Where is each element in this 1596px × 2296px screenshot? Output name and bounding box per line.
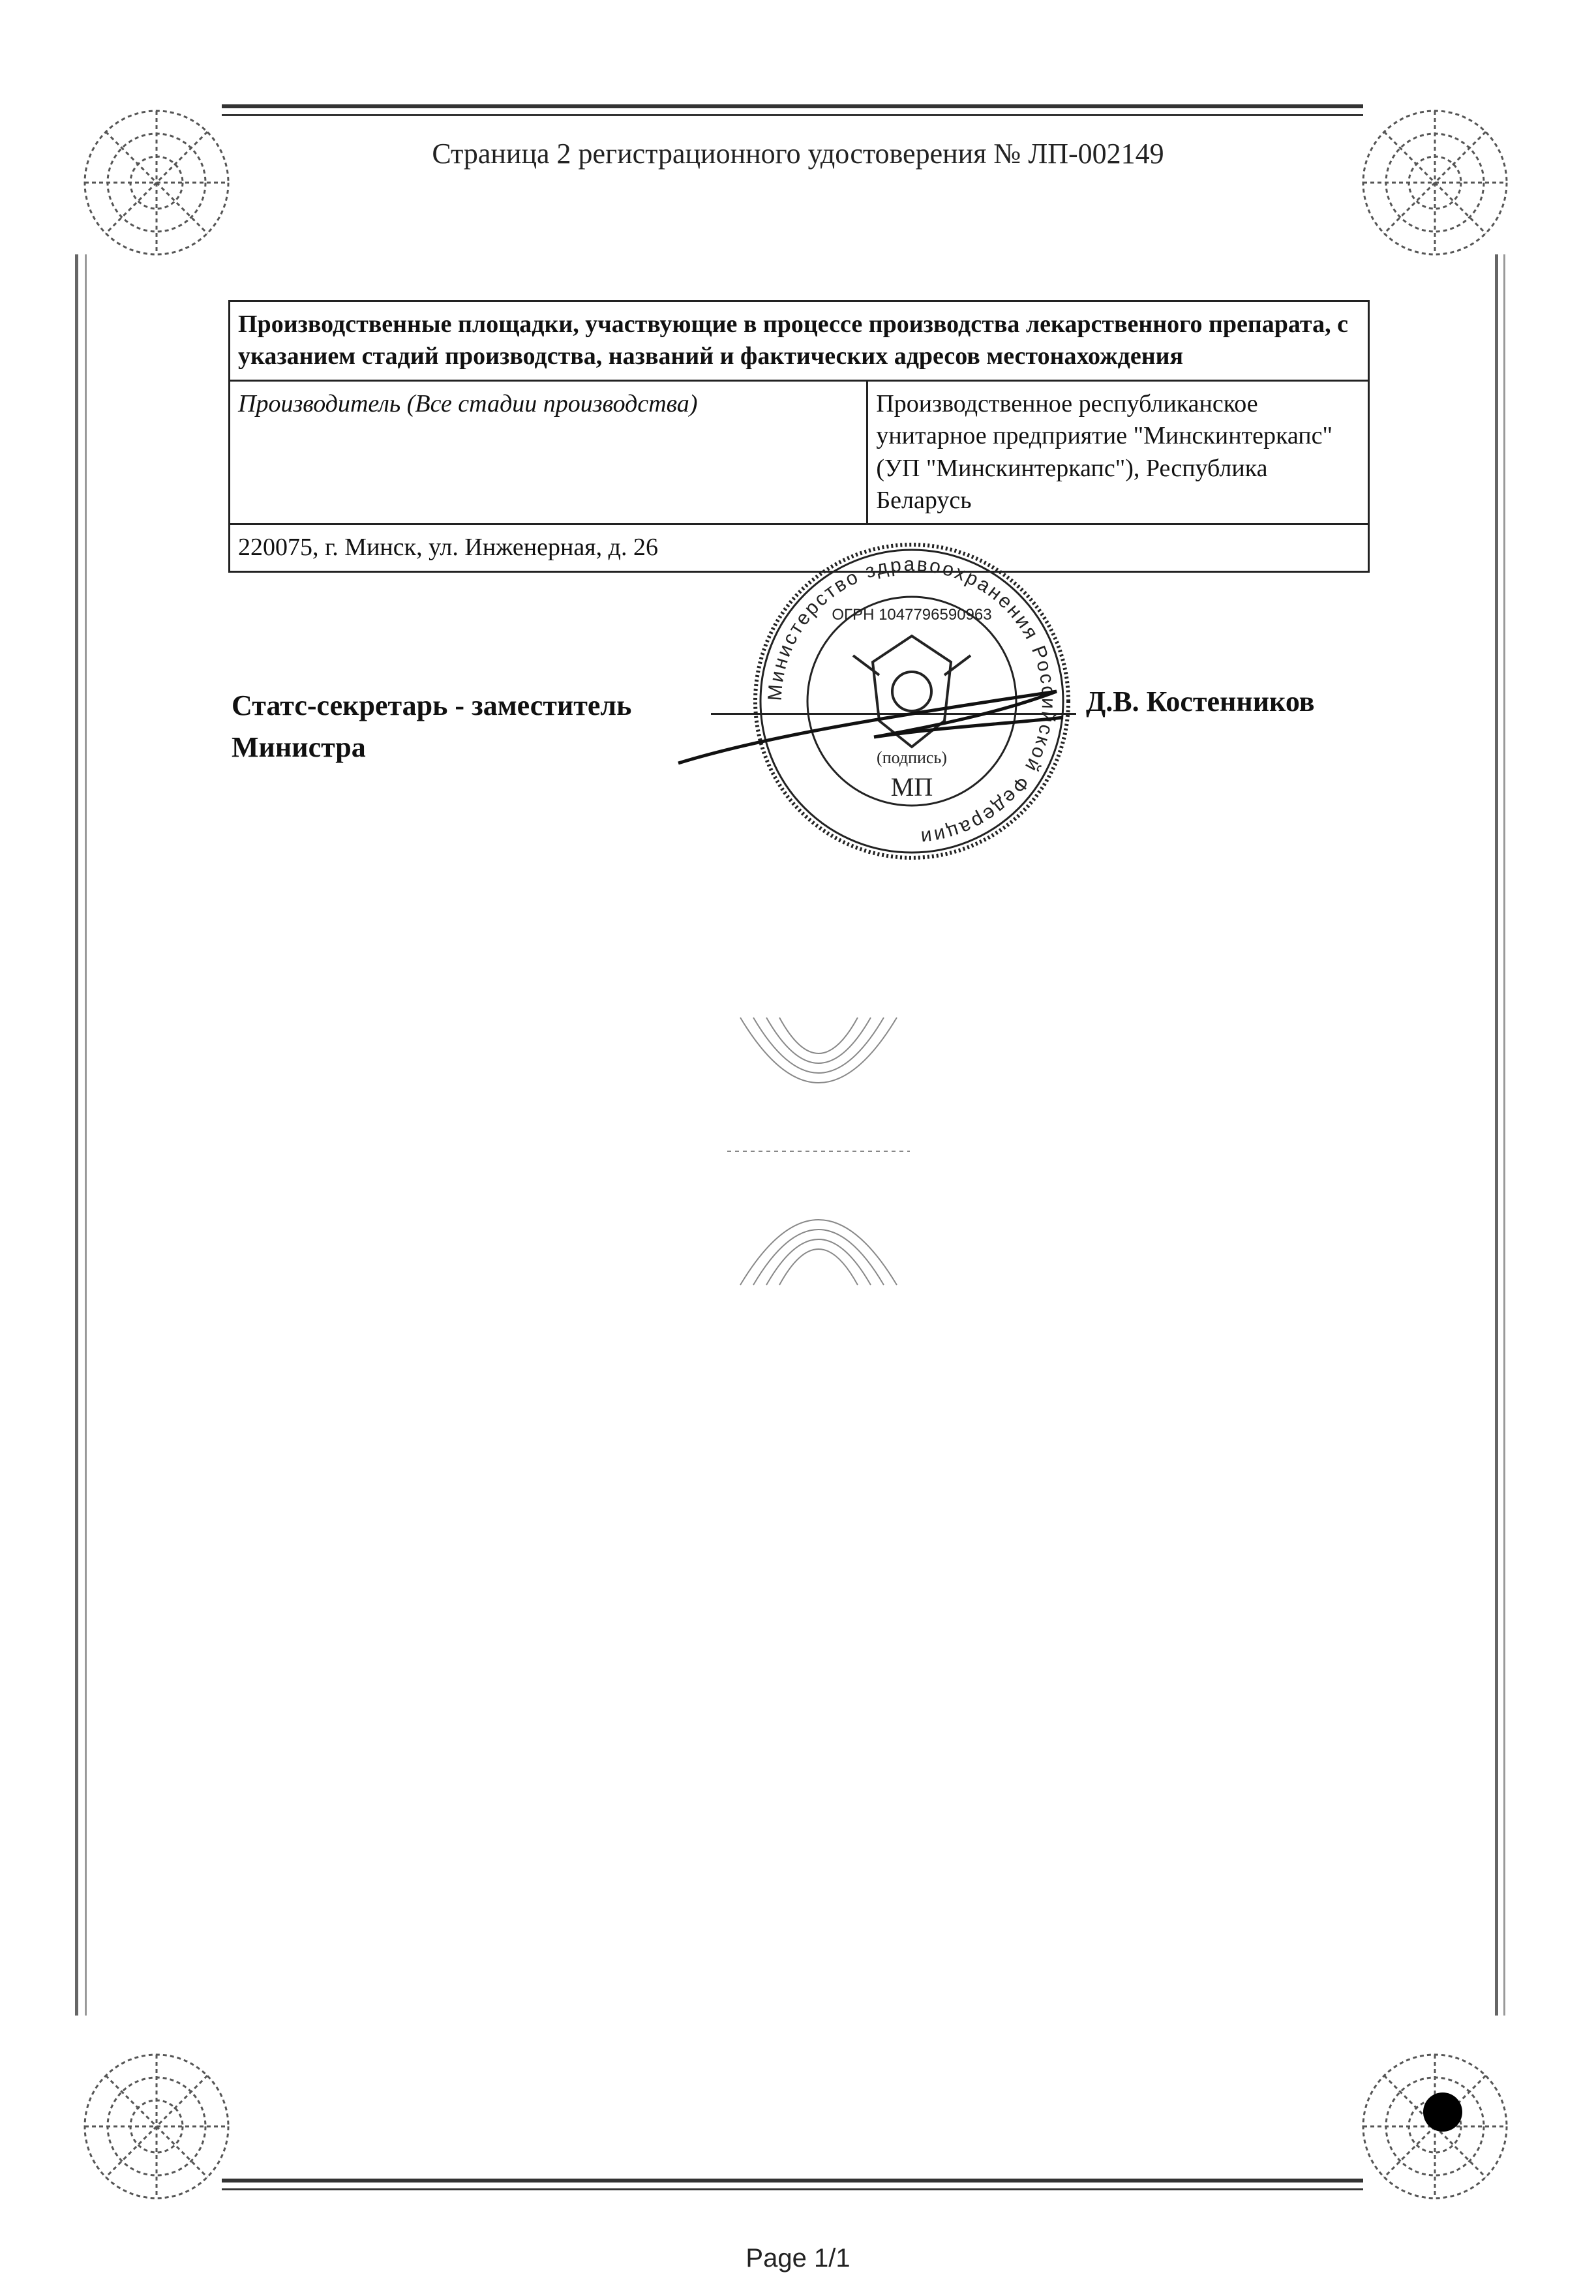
signatory-name: Д.В. Костенников — [1086, 686, 1315, 718]
position-line-1: Статс-секретарь - заместитель — [232, 689, 632, 721]
watermark-hourglass-icon — [721, 1004, 916, 1298]
page-footer: Page 1/1 — [745, 2244, 851, 2273]
ornament-top-right-icon — [1337, 85, 1533, 280]
producer-name-cell: Производственное республиканское унитарное предприятие "Минскинтеркапс" (УП "Минскинтеркапс"), Республика Беларусь — [867, 380, 1369, 524]
production-sites-table — [228, 300, 1370, 573]
frame-top-line-2 — [222, 114, 1363, 116]
ornament-top-left-icon — [59, 85, 254, 280]
frame-left-line-2 — [85, 254, 87, 2016]
handwritten-signature-icon — [665, 665, 1083, 783]
table-row — [230, 380, 1369, 524]
frame-left-line — [75, 254, 78, 2016]
frame-right-line — [1495, 254, 1498, 2016]
signatory-position — [232, 685, 631, 768]
seal-ogrn: ОГРН 1047796590963 — [832, 606, 992, 624]
seal-outer-text: Министерство здравоохранения Российской Федерации — [764, 553, 1060, 849]
position-line-2: Министра — [232, 731, 366, 763]
frame-bottom-line — [222, 2179, 1363, 2183]
black-dot-mark — [1423, 2092, 1462, 2132]
address-cell: 220075, г. Минск, ул. Инженерная, д. 26 — [230, 524, 1369, 571]
producer-label-cell: Производитель (Все стадии производства) — [230, 380, 867, 524]
table-header-row — [230, 301, 1369, 381]
seal-mp: МП — [890, 772, 933, 802]
page-title: Страница 2 регистрационного удостоверения № ЛП-002149 — [432, 138, 1164, 170]
seal-signature-note: (подпись) — [877, 748, 947, 767]
frame-right-line-2 — [1503, 254, 1505, 2016]
frame-bottom-line-2 — [222, 2188, 1363, 2190]
ornament-bottom-left-icon — [59, 2029, 254, 2224]
table-header-cell: Производственные площадки, участвующие в процессе производства лекарственного препарата, с указанием стадий производства, названий и фактических адресов местонахождения — [230, 301, 1369, 381]
frame-top-line — [222, 104, 1363, 108]
